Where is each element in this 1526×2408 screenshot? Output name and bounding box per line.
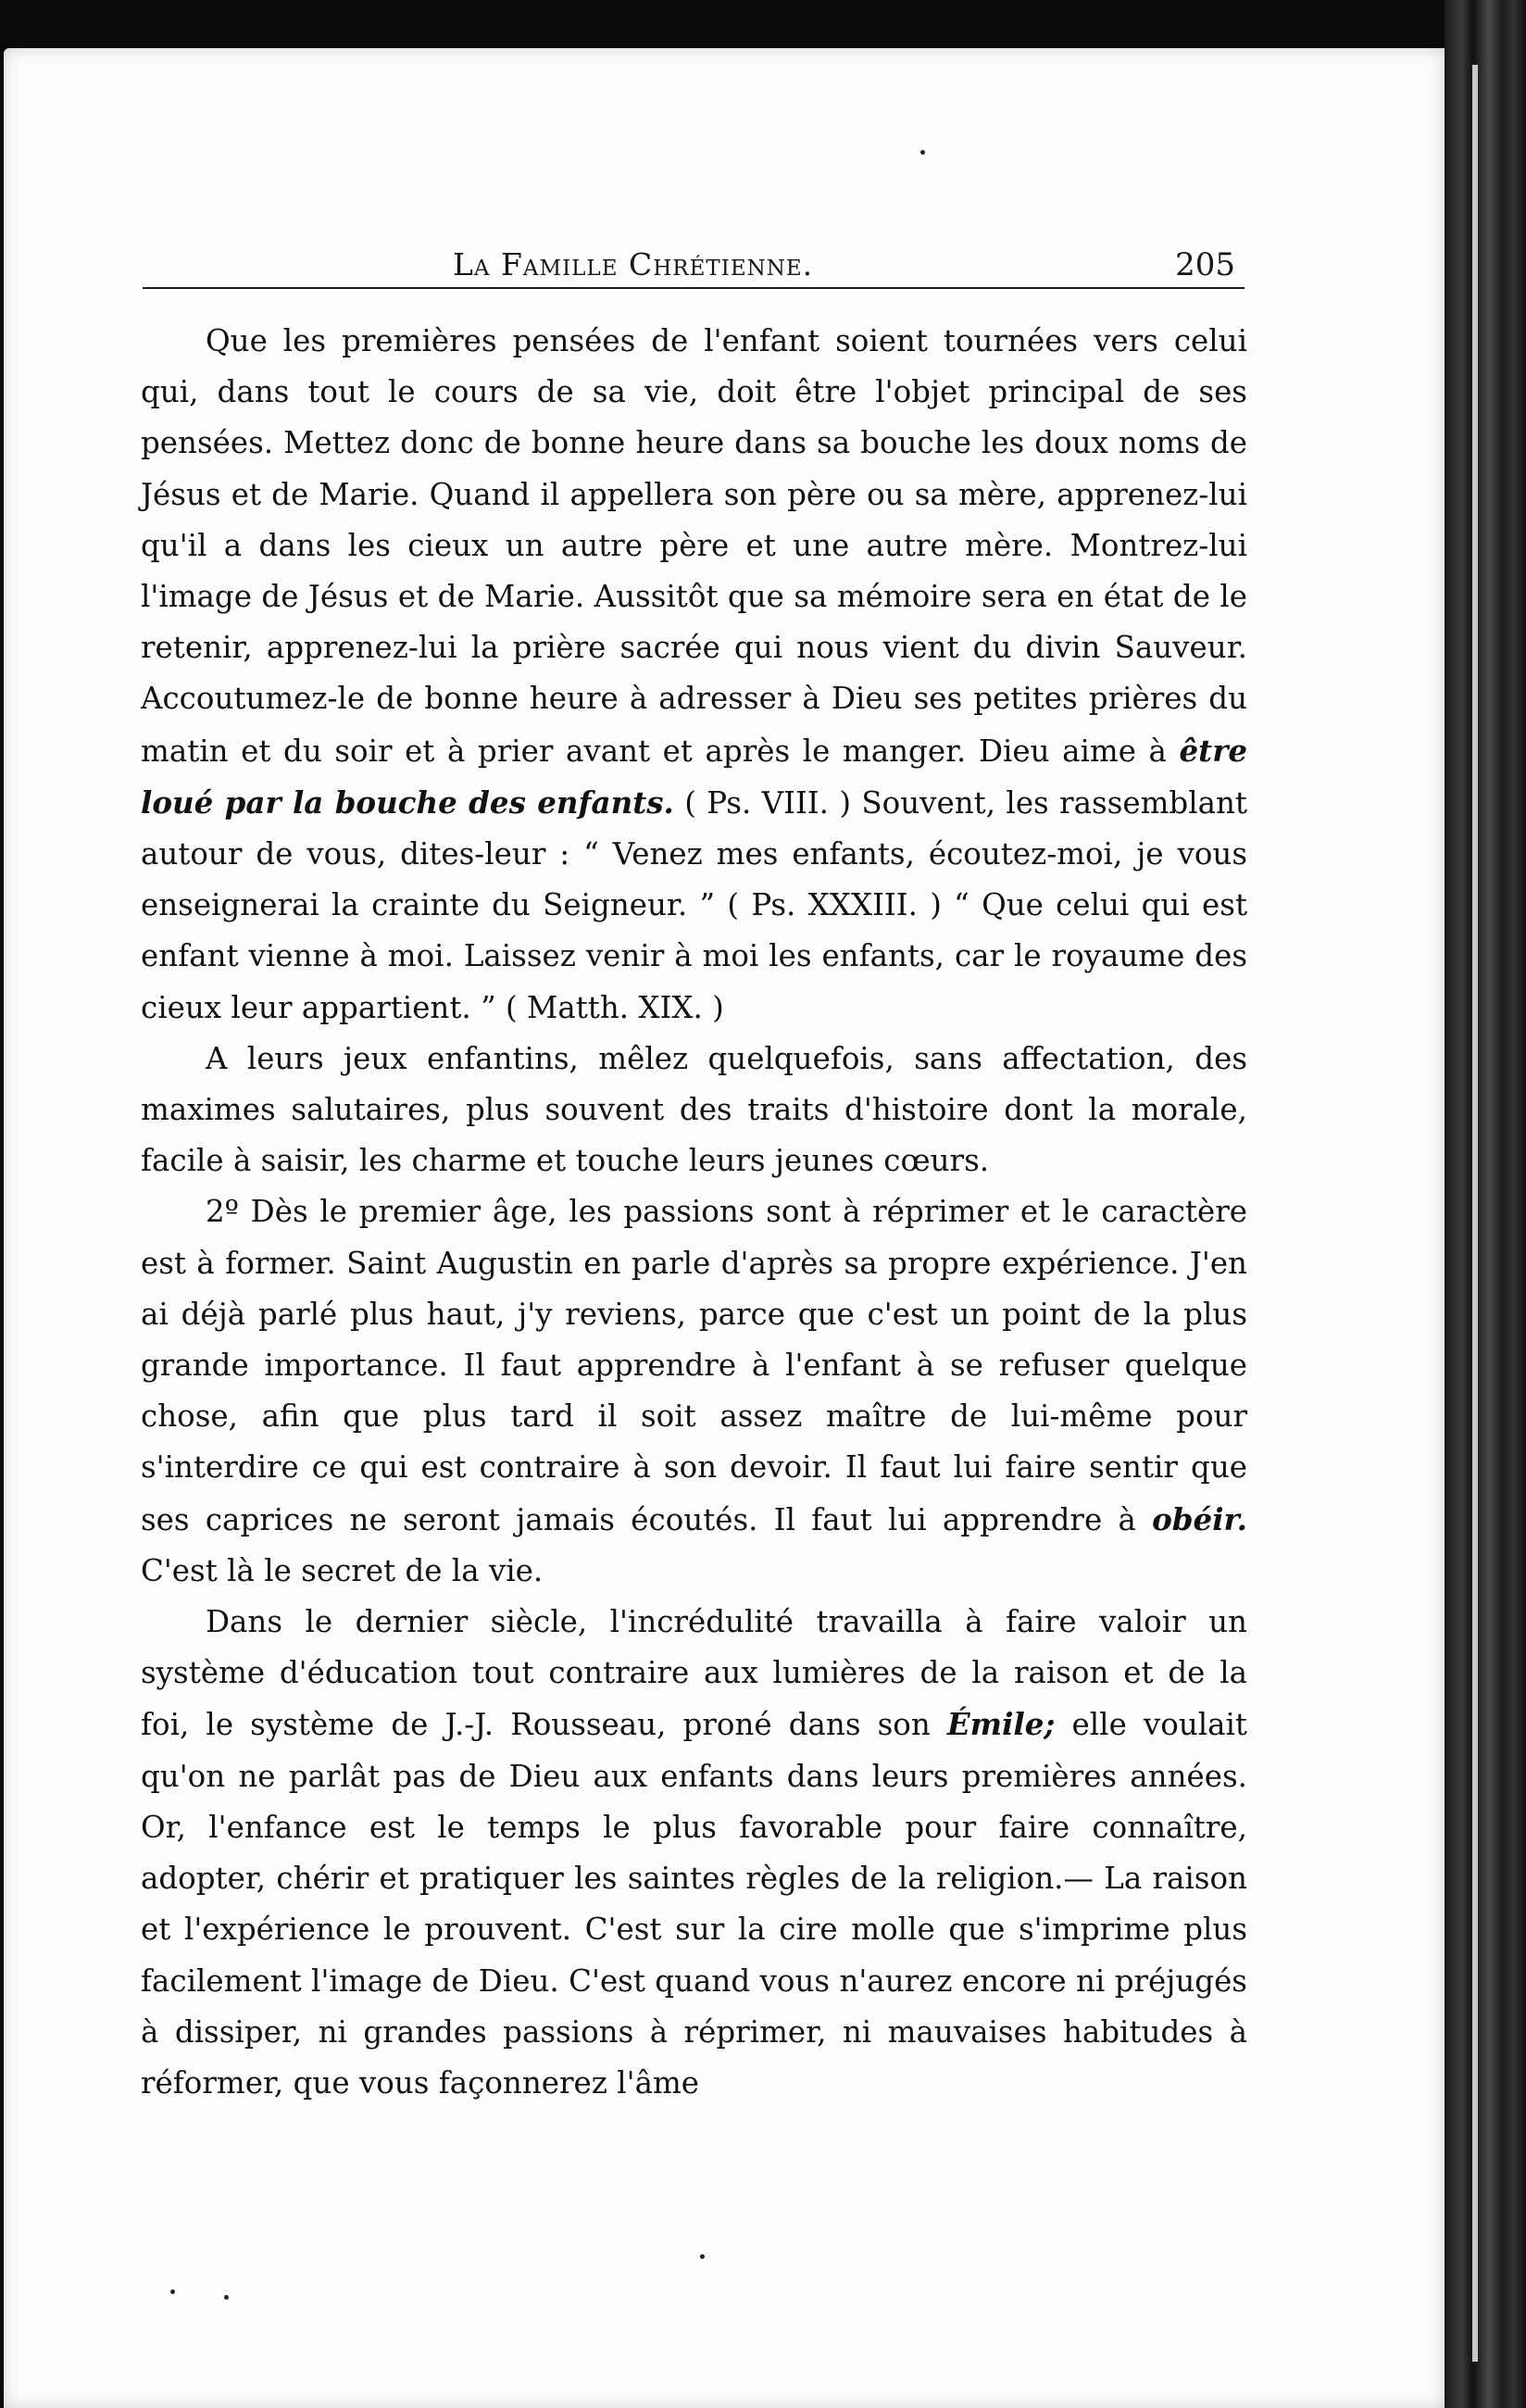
page-number: 205 <box>1175 246 1235 283</box>
paragraph-4-text-b: elle voulait qu'on ne parlât pas de Dieu aux enfants dans leurs premières années. Or, l'enfance est le temps le plus favorable pour faire connaître, adopter, chérir et pratiquer les saintes règles de la religion.— La raison et l'expérience le prouvent. C'est sur la cire molle que s'imprime plus facilement l'image de Dieu. C'est quand vous n'aurez encore ni préjugés à dissiper, ni grandes passions à réprimer, ni mauvaises habitudes à réformer, que vous façonnerez l'âme <box>141 1707 1247 2101</box>
paragraph-3-text-b: C'est là le secret de la vie. <box>141 1552 544 1588</box>
paragraph-3 <box>141 1186 1247 1597</box>
paragraph-4 <box>141 1597 1247 2109</box>
print-speck <box>170 2289 175 2294</box>
paragraph-1-text-a: Que les premières pensées de l'enfant soient tournées vers celui qui, dans tout le cours de sa vie, doit être l'objet principal de ses pensées. Mettez donc de bonne heure dans sa bouche les doux noms de Jésus et de Marie. Quand il appellera son père ou sa mère, apprenez-lui qu'il a dans les cieux un autre père et une autre mère. Montrez-lui l'image de Jésus et de Marie. Aussitôt que sa mémoire sera en état de le retenir, apprenez-lui la prière sacrée qui nous vient du divin Sauveur. Accoutumez-le de bonne heure à adresser à Dieu ses petites prières du matin et du soir et à prier avant et après le manger. Dieu aime à <box>141 323 1247 769</box>
header-rule <box>143 287 1245 289</box>
paragraph-1-text-b: ( Ps. VIII. ) Souvent, les rassemblant autour de vous, dites-leur : “ Venez mes enfants, écoutez-moi, je vous enseignerai la crainte du Seigneur. ” ( Ps. XXXIII. ) “ Que celui qui est enfant vienne à moi. Laissez venir à moi les enfants, car le royaume des cieux leur appartient. ” ( Matth. XIX. ) <box>141 784 1247 1025</box>
print-speck <box>224 2295 229 2300</box>
print-speck <box>700 2254 705 2259</box>
print-speck <box>920 150 925 155</box>
paragraph-3-italic: obéir. <box>1152 1500 1247 1537</box>
paragraph-2: A leurs jeux enfantins, mêlez quelquefois, sans affectation, des maximes salutaires, plus souvent des traits d'histoire dont la morale, facile à saisir, les charme et touche leurs jeunes cœurs. <box>141 1040 1247 1179</box>
book-page <box>4 48 1445 2408</box>
running-header <box>143 230 1245 295</box>
paragraph-1 <box>141 316 1247 1034</box>
running-title: La Famille Chrétienne. <box>453 246 814 282</box>
paragraph-3-text-a: 2º Dès le premier âge, les passions sont à réprimer et le caractère est à former. Saint Augustin en parle d'après sa propre expérience. J'en ai déjà parlé plus haut, j'y reviens, parce que c'est un point de la plus grande importance. Il faut apprendre à l'enfant à se refuser quelque chose, afin que plus tard il soit assez maître de lui-même pour s'interdire ce qui est contraire à son devoir. Il faut lui faire sentir que ses caprices ne seront jamais écoutés. Il faut lui apprendre à <box>141 1194 1247 1537</box>
paragraph-4-text-a: Dans le dernier siècle, l'incrédulité travailla à faire valoir un système d'éducation tout contraire aux lumières de la raison et de la foi, le système de J.-J. Rousseau, proné dans son <box>141 1604 1247 1743</box>
paragraph-4-italic: Émile; <box>946 1706 1056 1743</box>
book-spine-edge <box>1445 0 1526 2408</box>
paragraph-1-italic: être loué par la bouche des enfants. <box>141 732 1247 821</box>
body-text <box>141 316 1247 2109</box>
